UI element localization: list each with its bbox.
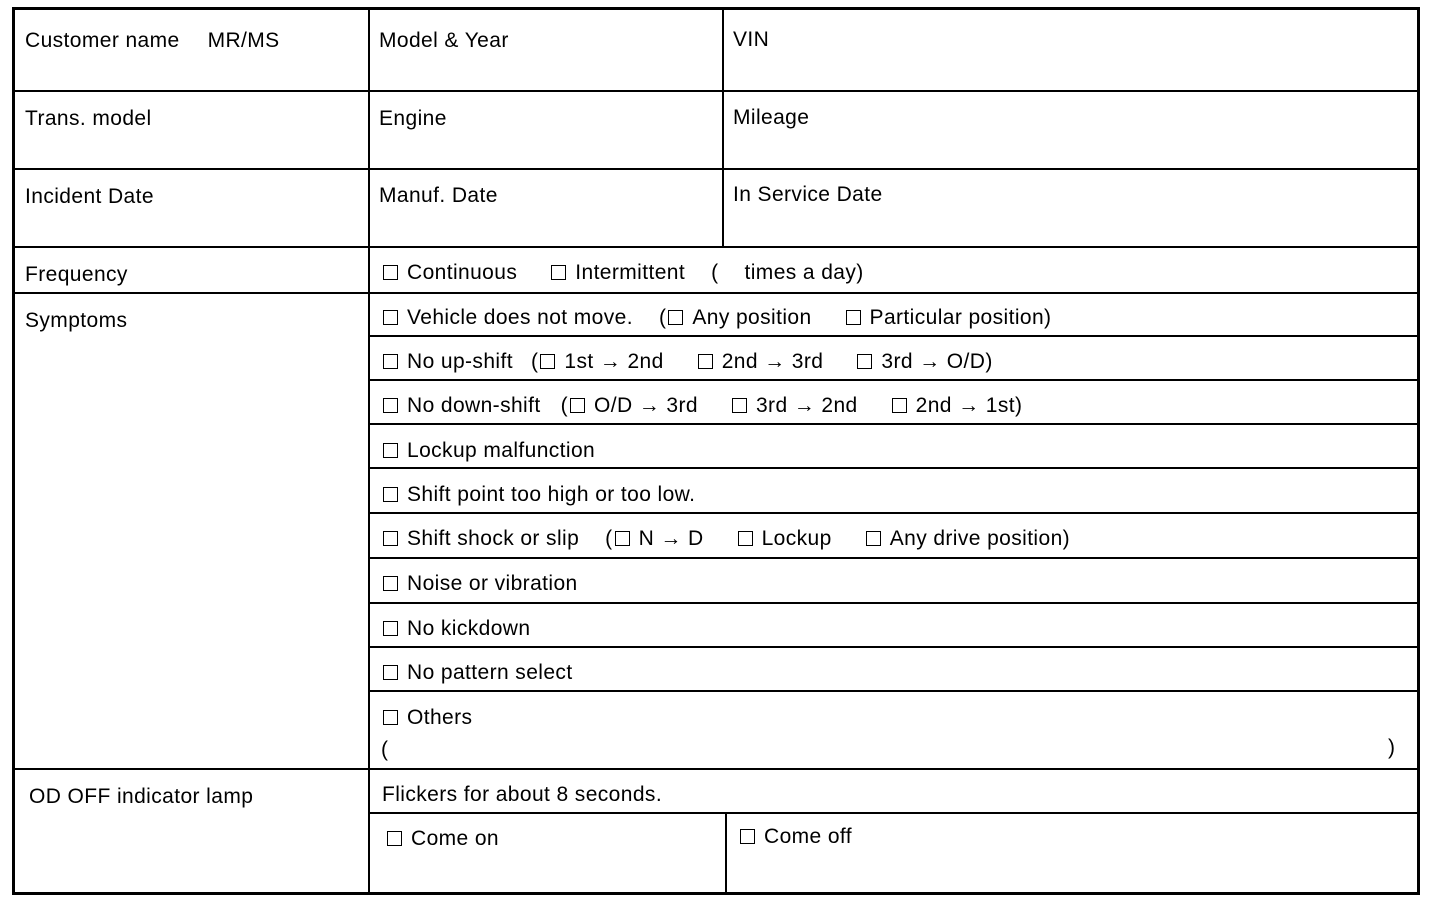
symptom-shift-point: Shift point too high or too low. <box>383 484 695 505</box>
symptom-no-pattern-select: No pattern select <box>383 662 573 683</box>
trans-model-label: Trans. model <box>25 107 152 130</box>
divider <box>15 768 1417 770</box>
come-on-option: Come on <box>387 828 499 849</box>
frequency-options: Continuous Intermittent ( times a day) <box>383 262 864 283</box>
downshift-3rd-2nd-checkbox[interactable] <box>732 398 747 413</box>
others-checkbox[interactable] <box>383 710 398 725</box>
shock-n-d-checkbox[interactable] <box>615 531 630 546</box>
downshift-od-3rd-checkbox[interactable] <box>570 398 585 413</box>
divider <box>722 10 724 246</box>
divider <box>370 812 1417 814</box>
upshift-3rd-od-checkbox[interactable] <box>857 354 872 369</box>
downshift-2nd-1st-checkbox[interactable] <box>892 398 907 413</box>
mileage-label: Mileage <box>733 106 810 129</box>
symptom-no-upshift: No up-shift ( 1st → 2nd 2nd → 3rd 3rd → O/D) <box>383 351 993 372</box>
shock-lockup-checkbox[interactable] <box>738 531 753 546</box>
no-upshift-checkbox[interactable] <box>383 354 398 369</box>
divider <box>15 292 1417 294</box>
no-pattern-select-checkbox[interactable] <box>383 665 398 680</box>
come-on-checkbox[interactable] <box>387 831 402 846</box>
upshift-2nd-3rd-checkbox[interactable] <box>698 354 713 369</box>
upshift-1st-2nd-checkbox[interactable] <box>540 354 555 369</box>
mr-ms-label: MR/MS <box>207 29 280 52</box>
divider <box>370 512 1417 514</box>
shift-shock-checkbox[interactable] <box>383 531 398 546</box>
flickers-text: Flickers for about 8 seconds. <box>382 783 663 806</box>
noise-vibration-checkbox[interactable] <box>383 576 398 591</box>
divider <box>725 812 727 892</box>
divider <box>370 467 1417 469</box>
particular-position-checkbox[interactable] <box>846 310 861 325</box>
manuf-date-label: Manuf. Date <box>379 184 498 207</box>
others-close-paren: ) <box>1388 736 1396 759</box>
divider <box>370 379 1417 381</box>
shock-any-drive-checkbox[interactable] <box>866 531 881 546</box>
no-kickdown-checkbox[interactable] <box>383 621 398 636</box>
any-position-checkbox[interactable] <box>668 310 683 325</box>
symptom-lockup-malfunction: Lockup malfunction <box>383 440 595 461</box>
divider <box>370 602 1417 604</box>
symptom-noise-vibration: Noise or vibration <box>383 573 578 594</box>
diagnostic-worksheet-form <box>12 7 1420 895</box>
vin-label: VIN <box>733 28 770 51</box>
model-year-label: Model & Year <box>379 29 509 52</box>
symptom-no-kickdown: No kickdown <box>383 618 530 639</box>
engine-label: Engine <box>379 107 447 130</box>
divider <box>370 690 1417 692</box>
divider <box>15 90 1417 92</box>
divider <box>368 10 370 892</box>
others-open-paren: ( <box>381 738 389 761</box>
intermittent-checkbox[interactable] <box>551 265 566 280</box>
continuous-checkbox[interactable] <box>383 265 398 280</box>
shift-point-checkbox[interactable] <box>383 487 398 502</box>
no-downshift-checkbox[interactable] <box>383 398 398 413</box>
divider <box>370 557 1417 559</box>
divider <box>370 423 1417 425</box>
frequency-label: Frequency <box>25 263 128 286</box>
symptom-others: Others <box>383 707 472 728</box>
come-off-checkbox[interactable] <box>740 829 755 844</box>
divider <box>370 335 1417 337</box>
divider <box>370 646 1417 648</box>
come-off-option: Come off <box>740 826 852 847</box>
in-service-date-label: In Service Date <box>733 183 883 206</box>
divider <box>15 246 1417 248</box>
incident-date-label: Incident Date <box>25 185 154 208</box>
symptom-vehicle-not-move: Vehicle does not move. ( Any position Particular position) <box>383 307 1051 328</box>
symptom-no-downshift: No down-shift ( O/D → 3rd 3rd → 2nd 2nd → 1st) <box>383 395 1022 416</box>
lockup-malfunction-checkbox[interactable] <box>383 443 398 458</box>
divider <box>15 168 1417 170</box>
symptom-shift-shock: Shift shock or slip ( N → D Lockup Any drive position) <box>383 528 1070 549</box>
vehicle-not-move-checkbox[interactable] <box>383 310 398 325</box>
od-off-lamp-label: OD OFF indicator lamp <box>29 785 254 808</box>
symptoms-label: Symptoms <box>25 309 128 332</box>
customer-name-label: Customer name MR/MS <box>25 29 280 52</box>
